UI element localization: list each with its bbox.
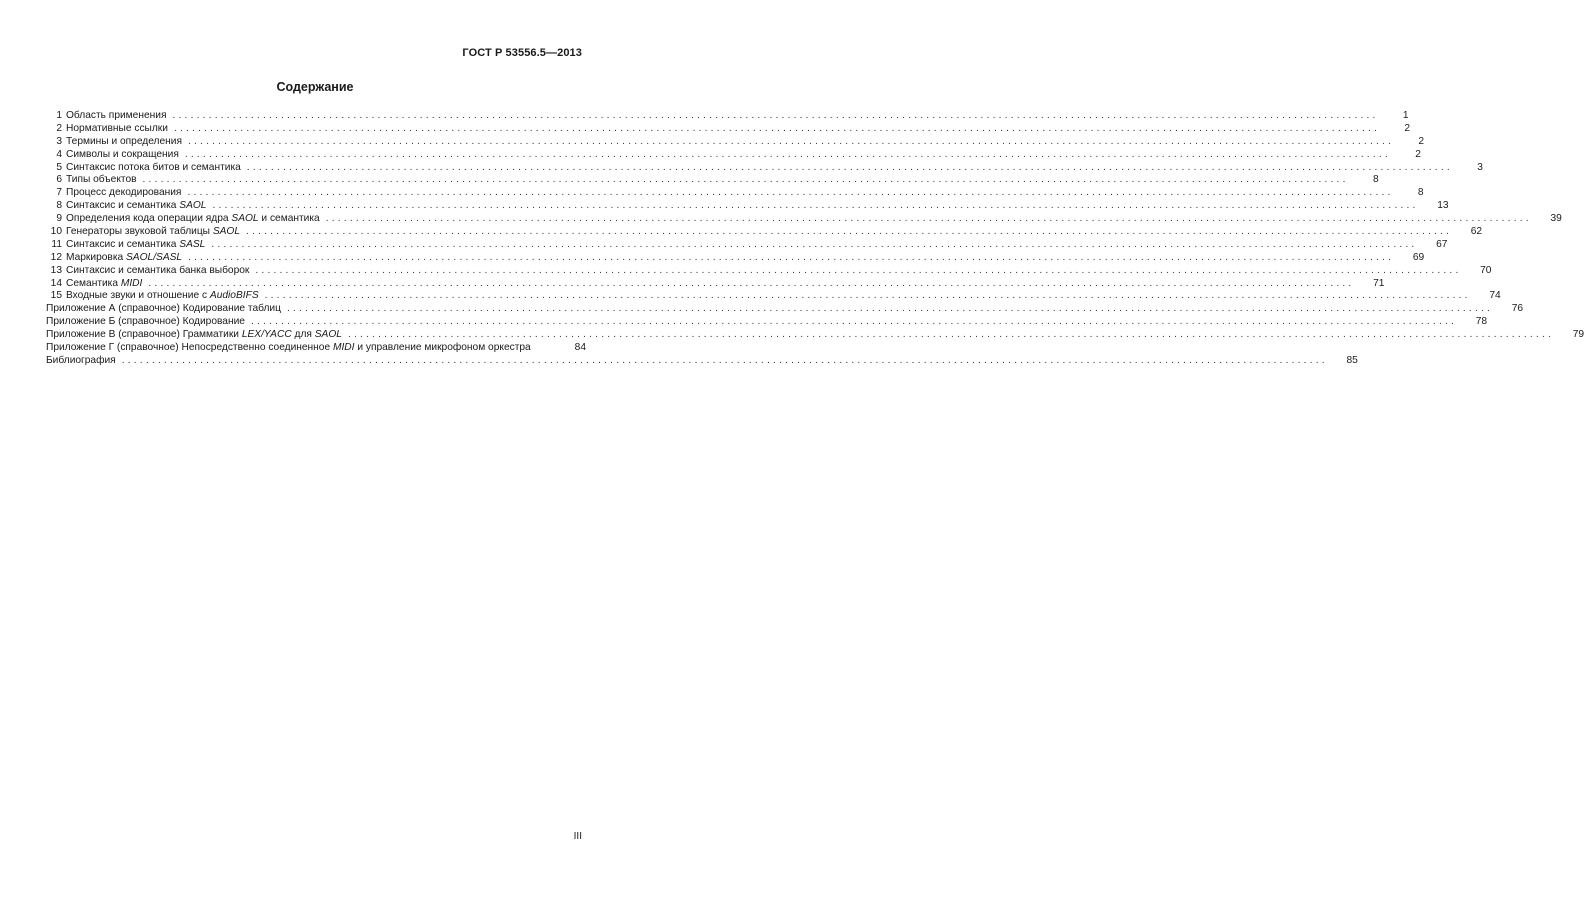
toc-entry[interactable] bbox=[46, 187, 1424, 200]
toc-entry-number: 6 bbox=[56, 174, 62, 186]
toc-entry-title: Символы и сокращения bbox=[66, 148, 179, 160]
toc-entry[interactable] bbox=[46, 148, 1421, 162]
toc-entry-title: Приложение А (справочное) Кодирование таблиц bbox=[46, 303, 281, 315]
toc-entry-title: Нормативные ссылки bbox=[66, 122, 168, 134]
toc-leader-dots: ........................................................................................................................................................................................................ bbox=[187, 135, 1395, 147]
toc-entry[interactable] bbox=[46, 354, 1358, 368]
toc-entry-page: 2 bbox=[1418, 135, 1425, 147]
toc-leader-dots: ........................................................................................................................................................................................................ bbox=[246, 226, 1453, 238]
toc-entry-page: 39 bbox=[1550, 213, 1562, 225]
toc-entry-page: 67 bbox=[1436, 238, 1448, 250]
toc-entry[interactable] bbox=[46, 110, 1409, 123]
toc-entry-title: Приложение Б (справочное) Кодирование bbox=[46, 316, 245, 328]
toc-entry-page: 2 bbox=[1415, 148, 1421, 160]
toc-entry-title: Определения кода операции ядра SAOL и семантика bbox=[66, 213, 320, 225]
toc-leader-dots: ........................................................................................................................................................................................................ bbox=[187, 187, 1394, 199]
toc-entry-title: Синтаксис и семантика SASL bbox=[66, 238, 206, 250]
toc-entry-title: Область применения bbox=[66, 110, 167, 121]
toc-leader-dots: ........................................................................................................................................................................................................ bbox=[184, 148, 1391, 160]
toc-entry-title: Процесс декодирования bbox=[66, 187, 182, 199]
toc-entry-page: 13 bbox=[1437, 200, 1449, 212]
toc-leader-dots: ........................................................................................................................................................................................................ bbox=[172, 110, 1379, 121]
toc-entry[interactable] bbox=[46, 174, 1379, 187]
toc-entry-page: 8 bbox=[1417, 187, 1424, 199]
toc-entry-title: Маркировка SAOL/SASL bbox=[66, 251, 183, 263]
toc-entry-title: Термины и определения bbox=[66, 135, 182, 147]
toc-entry-number: 8 bbox=[56, 200, 62, 212]
toc-entry[interactable] bbox=[46, 316, 1488, 329]
toc-entry-number: 12 bbox=[50, 251, 62, 263]
toc-entry[interactable] bbox=[46, 238, 1448, 252]
toc-entry[interactable] bbox=[46, 303, 1524, 316]
toc-entry-number: 4 bbox=[56, 148, 62, 160]
toc-leader-dots: ........................................................................................................................................................................................................ bbox=[246, 161, 1453, 173]
toc-entry-number: 1 bbox=[56, 110, 62, 121]
toc-leader-dots: ........................................................................................................................................................................................................ bbox=[286, 303, 1494, 315]
toc-entry-page: 3 bbox=[1477, 161, 1483, 173]
toc-entry-page: 1 bbox=[1402, 110, 1409, 121]
toc-entry-number: 15 bbox=[50, 290, 62, 302]
toc-entry-page: 2 bbox=[1404, 122, 1411, 134]
toc-entry-page: 84 bbox=[574, 342, 586, 354]
toc-leader-dots: ........................................................................................................................................................................................................ bbox=[347, 329, 1555, 341]
toc-entry-title: Входные звуки и отношение с AudioBIFS bbox=[66, 290, 259, 302]
toc-entry[interactable] bbox=[46, 122, 1411, 136]
toc-entry-number: 5 bbox=[56, 161, 62, 173]
toc-entry[interactable] bbox=[46, 264, 1492, 278]
toc-entry-title: Генераторы звуковой таблицы SAOL bbox=[66, 226, 241, 238]
page-number: III bbox=[573, 831, 582, 842]
toc-leader-dots: ........................................................................................................................................................................................................ bbox=[121, 354, 1328, 366]
toc-entry[interactable] bbox=[46, 213, 1562, 226]
toc-entry-page: 74 bbox=[1489, 290, 1501, 302]
toc-entry[interactable] bbox=[46, 251, 1425, 265]
toc-entry-title: Синтаксис и семантика банка выборок bbox=[66, 264, 250, 276]
toc-entry-title: Приложение В (справочное) Грамматики LEX/YACC для SAOL bbox=[46, 329, 342, 341]
toc-entry-title: Типы объектов bbox=[66, 174, 137, 186]
toc-entry[interactable] bbox=[46, 342, 586, 355]
toc-entry-title: Библиография bbox=[46, 354, 116, 366]
toc-leader-dots: ........................................................................................................................................................................................................ bbox=[173, 122, 1381, 134]
toc-entry-page: 71 bbox=[1373, 277, 1385, 289]
toc-entry-number: 3 bbox=[56, 135, 62, 147]
toc-entry-number: 7 bbox=[56, 187, 62, 199]
toc-entry[interactable] bbox=[46, 290, 1501, 303]
toc-entry-number: 11 bbox=[51, 238, 62, 250]
toc-entry-page: 85 bbox=[1346, 354, 1358, 366]
toc-entry-number: 9 bbox=[56, 213, 62, 225]
toc-entry[interactable] bbox=[46, 200, 1449, 213]
toc-entry-page: 79 bbox=[1572, 329, 1584, 341]
toc-entry-page: 62 bbox=[1470, 226, 1483, 238]
toc-entry[interactable] bbox=[46, 161, 1483, 175]
toc-entry-title: Синтаксис и семантика SAOL bbox=[66, 200, 207, 212]
toc-entry-page: 76 bbox=[1511, 303, 1524, 315]
document-code: ГОСТ Р 53556.5—2013 bbox=[462, 47, 582, 59]
toc-entry-number: 14 bbox=[50, 277, 62, 289]
toc-entry-number: 13 bbox=[50, 264, 62, 276]
toc-leader-dots: ........................................................................................................................................................................................................ bbox=[188, 251, 1395, 263]
toc-leader-dots: ........................................................................................................................................................................................................ bbox=[148, 277, 1355, 289]
page-title: Содержание bbox=[276, 80, 354, 94]
toc-leader-dots: ........................................................................................................................................................................................................ bbox=[255, 264, 1462, 276]
toc-entry-page: 78 bbox=[1475, 316, 1488, 328]
toc-entry-title: Синтаксис потока битов и семантика bbox=[66, 161, 241, 173]
toc-entry[interactable] bbox=[46, 226, 1483, 239]
toc-leader-dots: ........................................................................................................................................................................................................ bbox=[250, 316, 1458, 328]
toc-entry-title: Семантика MIDI bbox=[66, 277, 143, 289]
toc-leader-dots: ........................................................................................................................................................................................................ bbox=[264, 290, 1471, 302]
toc-leader-dots: ........................................................................................................................................................................................................ bbox=[212, 200, 1419, 212]
toc-leader-dots: ........................................................................................................................................................................................................ bbox=[142, 174, 1349, 186]
toc-entry[interactable] bbox=[46, 277, 1385, 291]
toc-entry-number: 10 bbox=[50, 226, 62, 238]
toc-entry-page: 69 bbox=[1412, 251, 1425, 263]
toc-entry[interactable] bbox=[46, 329, 1584, 342]
toc-entry-page: 8 bbox=[1372, 174, 1379, 186]
toc-entry-page: 70 bbox=[1480, 264, 1492, 276]
toc-leader-dots: ........................................................................................................................................................................................................ bbox=[211, 238, 1418, 250]
toc-leader-dots: ........................................................................................................................................................................................................ bbox=[325, 213, 1532, 225]
toc-entry-title: Приложение Г (справочное) Непосредственно соединенное MIDI и управление микрофоном оркестра bbox=[46, 342, 531, 354]
toc-entry[interactable] bbox=[46, 135, 1425, 149]
toc-entry-number: 2 bbox=[56, 122, 62, 134]
table-of-contents bbox=[46, 110, 1584, 368]
